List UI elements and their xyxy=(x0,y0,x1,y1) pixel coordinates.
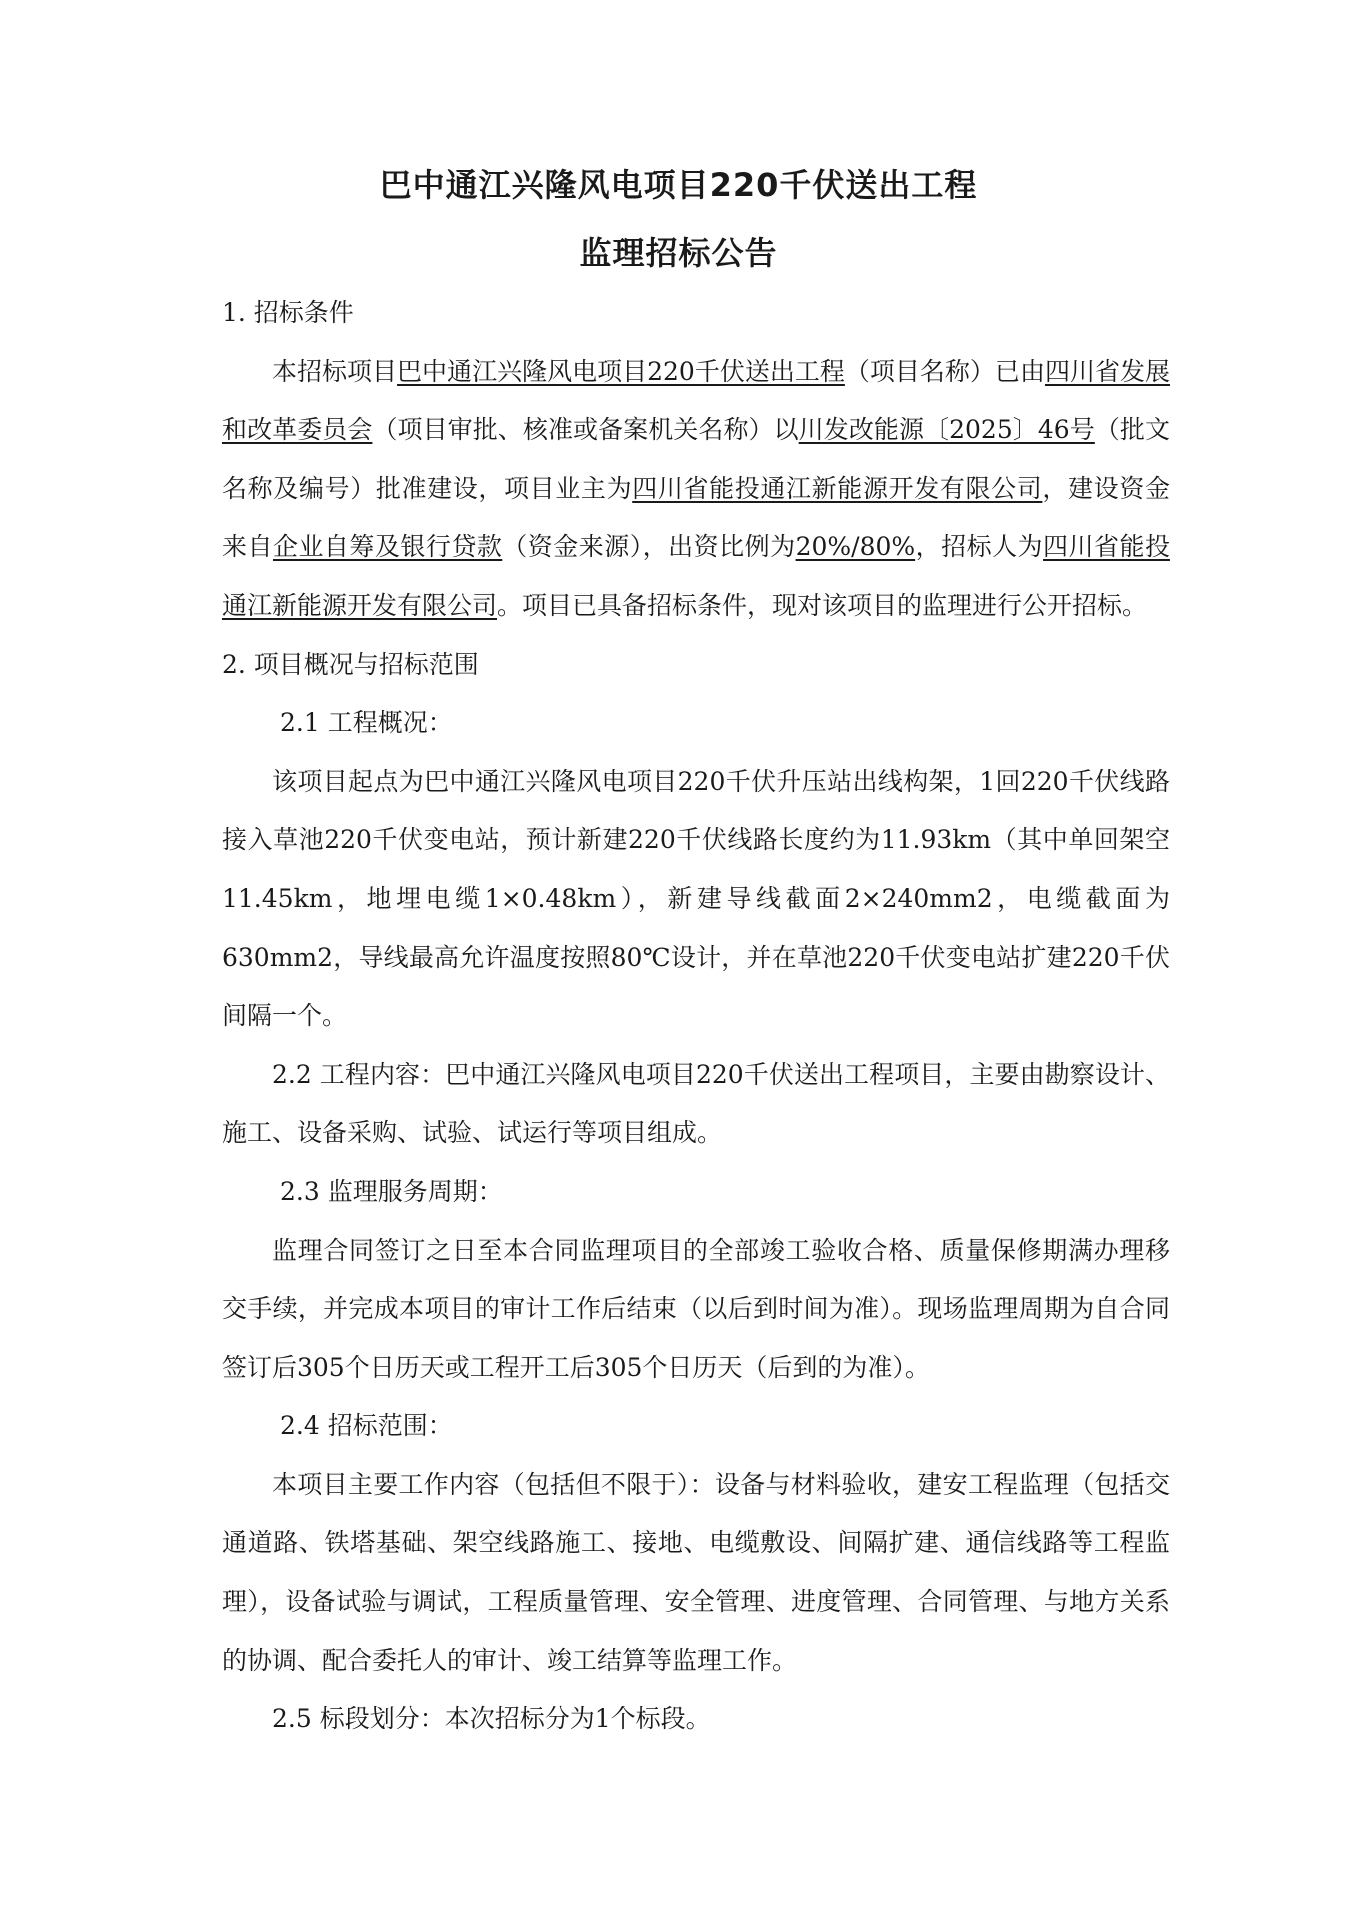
s1-funding-ratio: 20%/80% xyxy=(795,532,916,562)
section-2-1-text: 该项目起点为巴中通江兴隆风电项目220千伏升压站出线构架，1回220千伏线路接入草池220千伏变电站，预计新建220千伏线路长度约为11.93km（其中单回架空11.45km，地埋电缆1×0.48km），新建导线截面2×240mm2，电缆截面为630mm2，导线最高允许温度按照80℃设计，并在草池220千伏变电站扩建220千伏间隔一个。 xyxy=(222,766,1170,1031)
document-subtitle: 监理招标公告 xyxy=(579,234,778,272)
s1-text-10: （资金来源），出资比例为 xyxy=(502,532,796,562)
section-2-2-text: 2.2 工程内容：巴中通江兴隆风电项目220千伏送出工程项目，主要由勘察设计、施工、设备采购、试验、试运行等项目组成。 xyxy=(222,1059,1170,1148)
s1-owner: 四川省能投通江新能源开发有限公司 xyxy=(632,473,1043,503)
section-1-heading: 1. 招标条件 xyxy=(222,298,354,327)
section-2-3-heading: 2.3 监理服务周期： xyxy=(280,1176,503,1206)
section-2-heading: 2. 项目概况与招标范围 xyxy=(222,649,479,679)
s1-tenderer: 四川省能投通江新能源开发有限公司 xyxy=(222,532,1170,620)
section-1-paragraph xyxy=(222,343,1170,636)
section-2-3-text: 监理合同签订之日至本合同监理项目的全部竣工验收合格、质量保修期满办理移交手续，并完成本项目的审计工作后结束（以后到时间为准）。现场监理周期为自合同签订后305个日历天或工程开工后305个日历天（后到的为准）。 xyxy=(222,1235,1170,1382)
s1-approval-authority: 四川省发展和改革委员会 xyxy=(222,356,1170,445)
s1-funding-source: 企业自筹及银行贷款 xyxy=(272,532,503,562)
s1-text-0: 本招标项目 xyxy=(272,356,398,386)
s1-text-4: （项目审批、核准或备案机关名称）以 xyxy=(372,415,799,445)
s1-project-name: 巴中通江兴隆风电项目220千伏送出工程 xyxy=(397,356,845,386)
s1-text-6: （批文名称及编号）批准建设，项目业主为 xyxy=(222,415,1170,503)
section-2-5-text: 2.5 标段划分：本次招标分为1个标段。 xyxy=(272,1704,711,1734)
section-2-1-heading: 2.1 工程概况： xyxy=(280,708,453,738)
s1-text-14: 。项目已具备招标条件，现对该项目的监理进行公开招标。 xyxy=(497,590,1148,620)
s1-text-12: ，招标人为 xyxy=(915,532,1044,562)
s1-text-8: ，建设资金来自 xyxy=(222,473,1170,562)
section-2-4-heading: 2.4 招标范围： xyxy=(280,1411,453,1441)
s1-approval-doc: 川发改能源〔2025〕46号 xyxy=(798,415,1095,445)
document-body xyxy=(222,284,1170,1749)
s1-text-2: （项目名称）已由 xyxy=(844,356,1045,386)
section-2-4-text: 本项目主要工作内容（包括但不限于）：设备与材料验收，建安工程监理（包括交通道路、铁塔基础、架空线路施工、接地、电缆敷设、间隔扩建、通信线路等工程监理），设备试验与调试，工程质量管理、安全管理、进度管理、合同管理、与地方关系的协调、配合委托人的审计、竣工结算等监理工作。 xyxy=(222,1469,1170,1675)
document-title: 巴中通江兴隆风电项目220千伏送出工程 xyxy=(379,166,978,204)
